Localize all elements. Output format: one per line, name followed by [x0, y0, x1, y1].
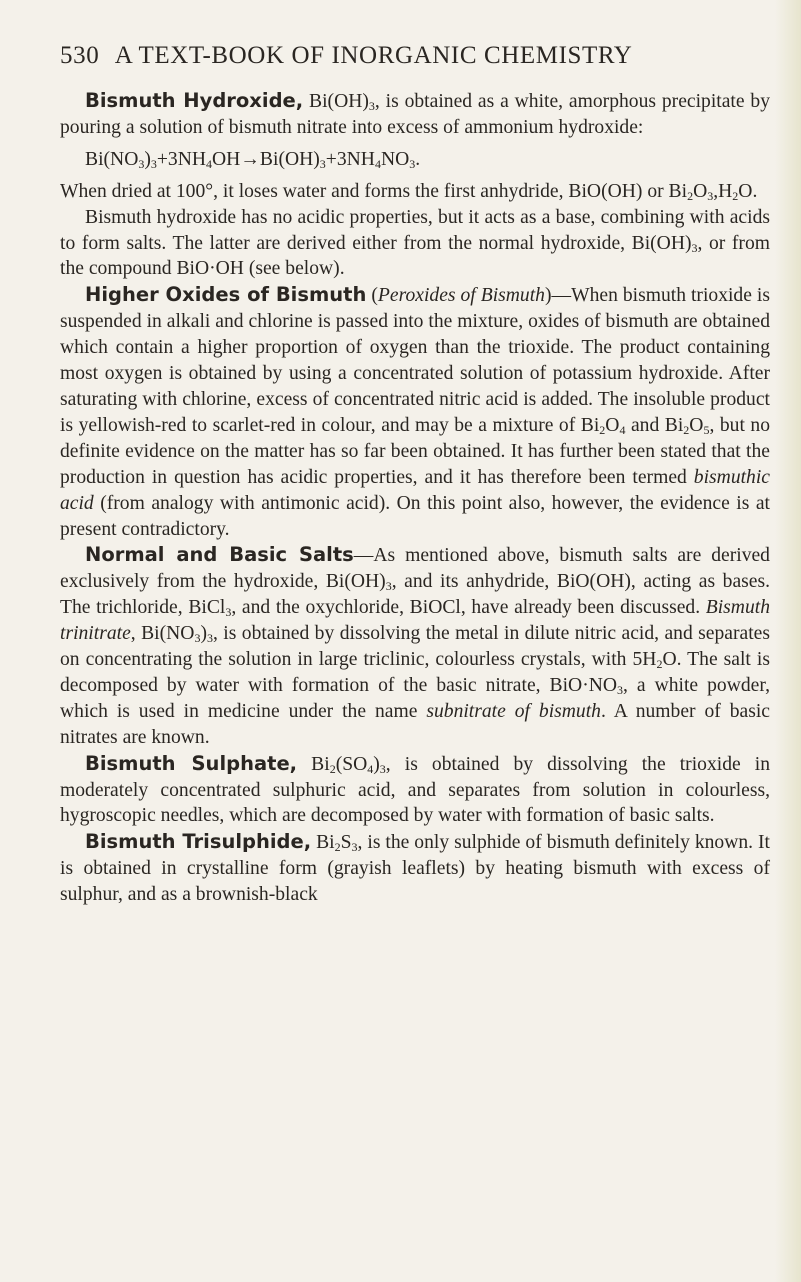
paragraph-normal-basic-salts: Normal and Basic Salts—As mentioned above, bismuth salts are derived exclusively from the hydroxide, $Bi(OH)_3$, and its anhydride, BiO(OH), acting as bases. The trichloride, BiCl$_3$, and the oxychloride, BiOCl, have already been discussed. Bismuth trinitrate, $Bi(NO_3)_3$, is obtained by dissolving the metal in dilute nitric acid, and separates on concentrating the solution in large triclinic, colourless crystals, with $5H_2O$. The salt is decomposed by water with formation of the basic nitrate, $BiO\cdot NO_3$, a white powder, which is used in medicine under the name subnitrate of bismuth. A number of basic nitrates are known.	[60, 543, 771, 748]
paragraph-dried: When dried at 100°, it loses water and forms the first anhydride, BiO(OH) or $Bi_2O_3,H_2O$.	[60, 180, 758, 203]
paragraph-higher-oxides: Higher Oxides of Bismuth (Peroxides of Bismuth)—When bismuth trioxide is suspended in alkali and chlorine is passed into the mixture, oxides of bismuth are obtained which contain a higher proportion of oxygen than the trioxide. The product containing most oxygen is obtained by using a concentrated solution of potassium hydroxide. After saturating with chlorine, excess of concentrated nitric acid is added. The insoluble product is yellowish-red to scarlet-red in colour, and may be a mixture of $Bi_2O_4$ and $Bi_2O_5$, but no definite evidence on the matter has so far been obtained. It has further been stated that the production in question has acidic properties, and it has therefore been termed bismuthic acid (from analogy with antimonic acid). On this point also, however, the evidence is at present contradictory.	[60, 283, 771, 540]
paragraph-bismuth-trisulphide: Bismuth Trisulphide, $Bi_2S_3$, is the only sulphide of bismuth definitely known. It is obtained in crystalline form (grayish leaflets) by heating bismuth with excess of sulphur, and as a brownish-black	[60, 830, 770, 906]
paragraph-properties: Bismuth hydroxide has no acidic properties, but it acts as a base, combining with acids to form salts. The latter are derived either from the normal hydroxide, $Bi(OH)_3$, or from the compound BiO·OH (see below).	[60, 206, 770, 280]
page-number: 530	[60, 42, 100, 69]
running-title: A TEXT-BOOK OF INORGANIC CHEMISTRY	[114, 42, 633, 69]
page	[60, 40, 770, 908]
heading-bismuth-trisulphide: Bismuth Trisulphide,	[85, 830, 312, 854]
paragraph-bismuth-hydroxide: Bismuth Hydroxide, $Bi(OH)_3$, is obtained as a white, amorphous precipitate by pouring a solution of bismuth nitrate into excess of ammonium hydroxide:	[60, 89, 770, 138]
heading-normal-basic-salts: Normal and Basic Salts	[85, 543, 354, 567]
paragraph-bismuth-sulphate: Bismuth Sulphate, $Bi_2(SO_4)_3$, is obtained by dissolving the trioxide in moderately concentrated sulphuric acid, and separates from solution in colourless, hygroscopic needles, which are decomposed by water with formation of basic salts.	[60, 751, 770, 827]
heading-higher-oxides: Higher Oxides of Bismuth	[85, 283, 367, 307]
heading-bismuth-hydroxide: Bismuth Hydroxide,	[85, 89, 304, 112]
page-edge-shadow	[775, 0, 801, 1282]
running-header	[60, 40, 770, 72]
chemical-equation: $Bi(NO_3)_3+3NH_4OH\to Bi(OH)_3+3NH_4NO_3$.	[85, 148, 421, 171]
heading-bismuth-sulphate: Bismuth Sulphate,	[85, 751, 298, 775]
